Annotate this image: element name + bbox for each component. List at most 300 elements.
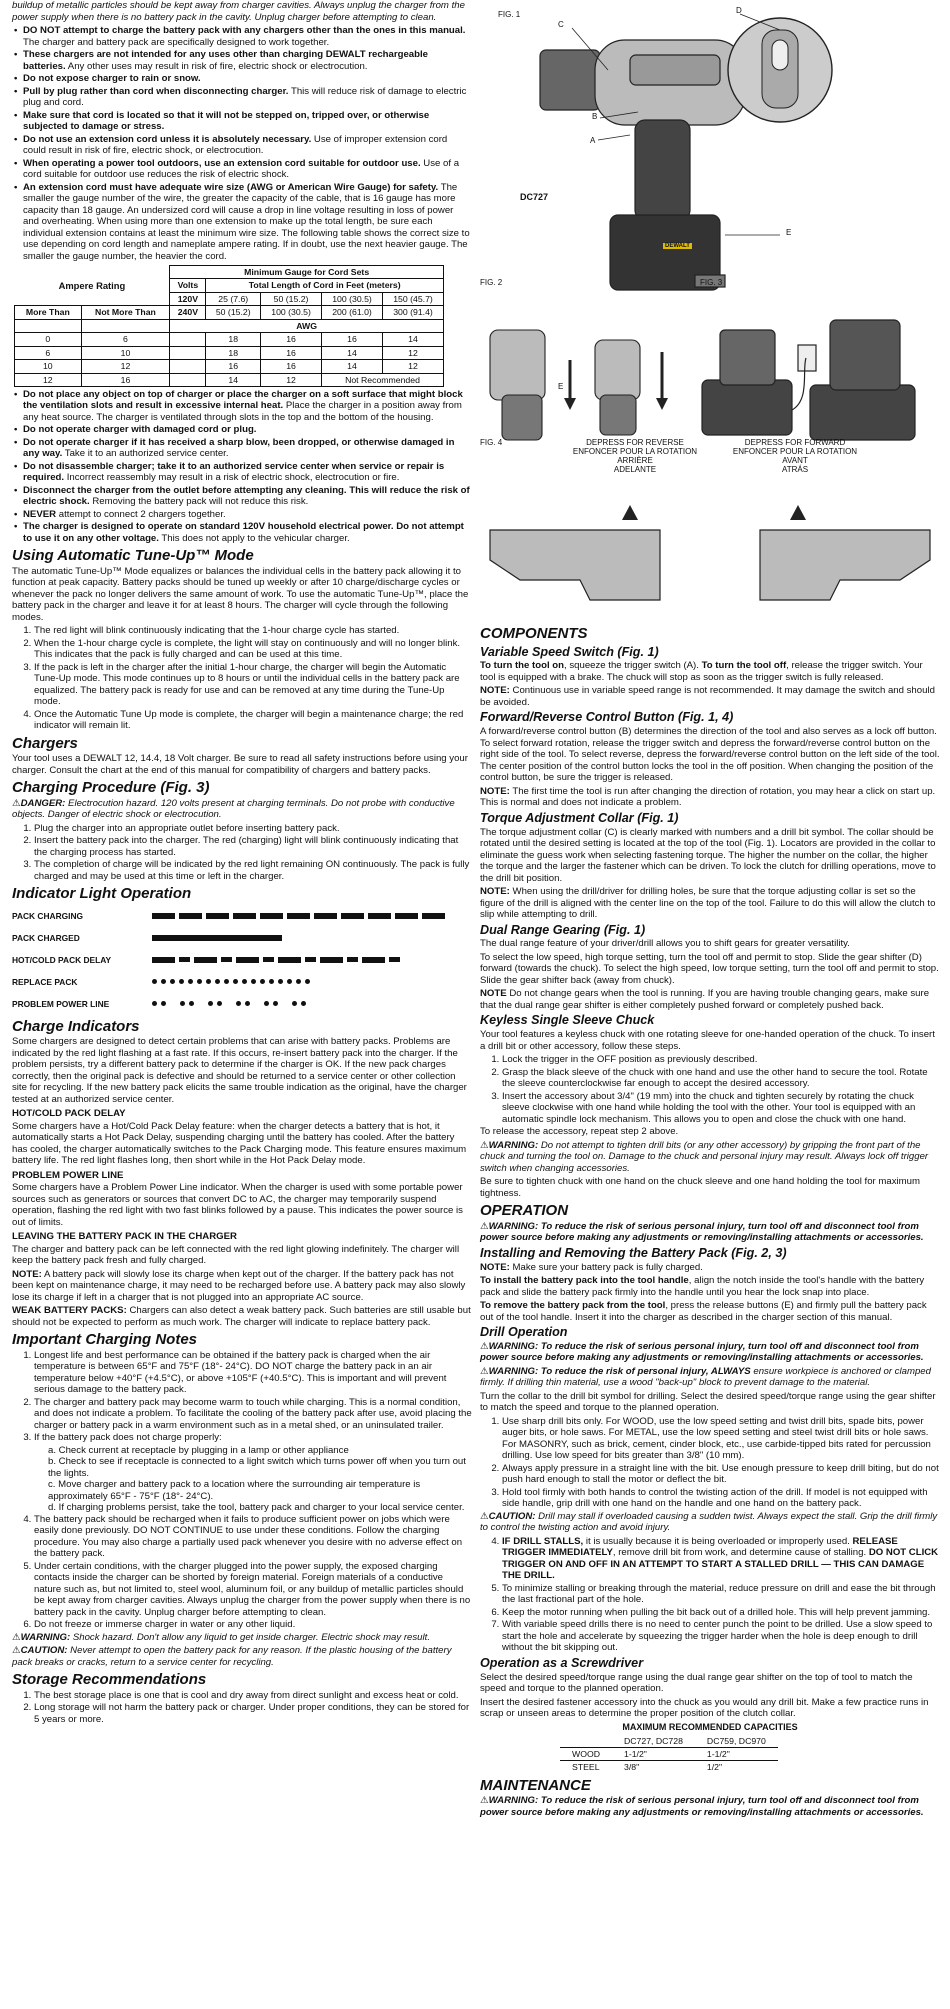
operation-heading: OPERATION: [480, 1202, 569, 1220]
light-mark: [264, 1001, 269, 1006]
len-cell: 150 (45.7): [383, 292, 444, 305]
forward-caption: DEPRESS FOR FORWARD ENFONCER POUR LA ROTATION AVANT ATRÁS: [732, 438, 858, 474]
light-mark: [368, 913, 391, 919]
table-cell: 3/8": [624, 1762, 640, 1773]
table-cell: 1-1/2": [695, 1747, 778, 1760]
light-mark: [395, 913, 418, 919]
table-cell: WOOD: [560, 1747, 612, 1760]
fr-text: A forward/reverse control button (B) determines the direction of the tool and also serves as a lock off button. To select forward rotation, release the trigger switch and depress the forward/reverse control button on the right side of the tool. To select reverse, depress the forward/reverse control button on the left side of the tool. The center position of the control button locks the tool in the off position. When changing the position of the control button, be sure the trigger is released.: [480, 726, 940, 784]
problem-heading: PROBLEM POWER LINE: [12, 1169, 124, 1181]
blank-cell: [560, 1735, 612, 1748]
list-item: 3. The completion of charge will be indicated by the red light remaining ON continuously. The pack is fully charged and may be used at this time or left in the charger.: [34, 859, 472, 882]
chuck-repeat: To release the accessory, repeat step 2 above.: [480, 1126, 679, 1138]
blank-cell: [170, 360, 206, 373]
warning-icon: ⚠: [480, 1365, 489, 1377]
bullet-item: [23, 437, 472, 460]
light-mark: [194, 957, 217, 963]
chuck-warning: ⚠WARNING: Do not attempt to tighten drill bits (or any other accessory) by gripping the front part of the chuck and turning the tool on. Damage to the chuck and personal injury may result. Always lock off trigger switch when changing accessories.: [480, 1139, 929, 1174]
len-cell: 50 (15.2): [206, 306, 261, 319]
table-row: [15, 373, 444, 386]
light-mark: [180, 1001, 185, 1006]
shock-warning: ⚠WARNING: Shock hazard. Don't allow any liquid to get inside charger. Electric shock may result.: [12, 1631, 430, 1643]
indicator-row: [12, 949, 472, 971]
fig1-label: FIG. 1: [498, 10, 521, 19]
table-cell: 16: [81, 373, 170, 386]
vss-note: NOTE: Continuous use in variable speed range is not recommended. It may damage the switch and should be avoided.: [480, 685, 935, 708]
blank-cell: [15, 319, 82, 332]
warning-icon: ⚠: [480, 1340, 489, 1352]
chuck-text: Your tool features a keyless chuck with one rotating sleeve for one-handed operation of the chuck. To insert a drill bit or other accessory, follow these steps.: [480, 1029, 935, 1052]
light-mark: [301, 1001, 306, 1006]
light-mark: [389, 957, 400, 962]
hotcold-text: Some chargers have a Hot/Cold Pack Delay feature: when the charger detects a battery that is hot, it automatically starts a Hot Pack Delay, suspending charging until the battery has cooled. After the battery has cooled, the charger automatically switches to the Pack Charging mode. This feature ensures maximum battery life. The red light flashes long, then short while in the Hot Pack Delay mode.: [12, 1120, 467, 1167]
light-mark: [251, 979, 256, 984]
charging-notes: [12, 1350, 472, 1444]
light-mark: [197, 979, 202, 984]
cord-rows: [15, 333, 444, 387]
indicator-row: [12, 905, 472, 927]
table-row: [15, 360, 444, 373]
light-mark: [347, 957, 358, 962]
list-item: 3. If the pack is left in the charger after the initial 1-hour charge, the charger will begin the Automatic Tune-Up mode. This mode continues up to 8 hours or until the individual cells in the battery pack are equalized. The battery pack is ready for use and can be removed at any time during the Tune-Up mode.: [34, 662, 472, 708]
bullet-text: Take it to an authorized service center.: [62, 448, 229, 460]
screw-text2: Insert the desired fastener accessory into the chuck as you would any drill bit. Make a few practice runs in scrap or unseen areas to determine the proper position of the clutch collar.: [480, 1696, 929, 1720]
drill-illustration: [480, 0, 940, 620]
light-mark: [233, 979, 238, 984]
light-mark: [292, 1001, 297, 1006]
light-mark: [179, 979, 184, 984]
charging-procedure-heading: Charging Procedure (Fig. 3): [12, 779, 210, 797]
list-item: 3. Insert the accessory about 3/4" (19 mm) into the chuck and tighten securely by rotating the chuck sleeve clockwise with one hand while holding the tool with the other. Your tool is equipped with an automatic spindle lock mechanism. This allows you to open and close the chuck with one hand.: [502, 1091, 940, 1126]
list-item: 2. Always apply pressure in a straight line with the bit. Use enough pressure to keep drill biting, but do not push hard enough to stall the motor or deflect the bit.: [502, 1463, 940, 1486]
left-column: [12, 0, 472, 1726]
model-label: DC727: [520, 192, 549, 202]
bullet-bold: Do not operate charger with damaged cord or plug.: [23, 424, 257, 436]
bullet-bold: Do not operate charger if it has received a sharp blow, been dropped, or otherwise damaged in any way.: [23, 436, 455, 460]
table-cell: 12: [15, 373, 82, 386]
bullet-bold: Do not expose charger to rain or snow.: [23, 73, 201, 84]
indicator-label: PACK CHARGING: [12, 910, 84, 921]
bullet-text: This will reduce risk of damage to electric plug and cord.: [23, 85, 467, 108]
light-mark: [362, 957, 385, 963]
indicator-label: HOT/COLD PACK DELAY: [12, 954, 112, 965]
storage-heading: Storage Recommendations: [12, 1671, 207, 1689]
table-row: [560, 1761, 778, 1774]
list-item: 3. If the battery pack does not charge properly:: [34, 1432, 472, 1444]
bullet-item: [23, 424, 472, 436]
indicator-row: [12, 993, 472, 1015]
drill-step-4: [480, 1536, 940, 1582]
bullet-text: The charger and battery pack are specifically designed to work together.: [23, 36, 330, 48]
not-more-than-header: Not More Than: [81, 306, 170, 319]
capacities-table: [560, 1735, 778, 1774]
list-item: 5. Under certain conditions, with the charger plugged into the power supply, the exposed charging contacts inside the charger can be shorted by foreign material. Foreign materials of a conductive nature such as, but not limited to, steel wool, aluminum foil, or any buildup of metallic particles should be kept away from charger cavities. Always unplug the charger from the power supply when there is no battery pack in the cavity. Unplug charger before attempting to clean.: [34, 1561, 472, 1619]
chuck-heading: Keyless Single Sleeve Chuck: [480, 1013, 655, 1028]
list-item: 2. When the 1-hour charge cycle is complete, the light will stay on continuously and will no longer blink. This indicates that the pack is fully charged and can be used at this time.: [34, 638, 472, 661]
table-cell: 16: [206, 360, 261, 373]
problem-text: Some chargers have a Problem Power Line indicator. When the charger is used with some portable power sources such as generators or sources that convert DC to AC, the charger may temporarily suspend operation, flashing the red light with two fast blinks followed by a pause. This indicates the power source is out of limits.: [12, 1182, 463, 1228]
charge-indicators-text: Some chargers are designed to detect certain problems that can arise with battery packs. Problems are indicated by the red light flashing at a fast rate. If this occurs, re-insert battery pack into the charger. If the problem persists, try a different battery pack to determine if the charger is OK. If the new pack charges correctly, then the original pack is defective and should be returned to a service center or other collection site for recycling. If the new battery pack elicits the same trouble indication as the original, have the charger tested at an authorized service center.: [12, 1036, 467, 1105]
bullet-item: [23, 73, 472, 85]
bullet-bold: Do not use an extension cord unless it is absolutely necessary.: [23, 133, 312, 145]
table-cell: 14: [206, 373, 261, 386]
label-e2: E: [558, 382, 564, 391]
intro-paragraph: buildup of metallic particles should be kept away from charger cavities. Always unplug the charger from the power supply when there is no battery pack in the cavity. Unplug charger before attempting to clean.: [12, 0, 465, 23]
light-mark: [206, 979, 211, 984]
light-mark: [152, 913, 175, 919]
light-mark: [161, 1001, 166, 1006]
blank-cell: [170, 333, 206, 346]
table-cell: Not Recommended: [322, 373, 444, 386]
charge-indicators-heading: Charge Indicators: [12, 1017, 140, 1035]
vss-heading: Variable Speed Switch (Fig. 1): [480, 644, 659, 659]
sub-item: b. Check to see if receptacle is connected to a light switch which turns power off when you turn out the lights.: [48, 1456, 466, 1479]
table-cell: 12: [81, 360, 170, 373]
operation-warning: ⚠WARNING: To reduce the risk of serious personal injury, turn tool off and disconnect tool from power source before making any adjustments or removing/installing attachments or accessories.: [480, 1220, 924, 1244]
torque-note: NOTE: When using the drill/driver for drilling holes, be sure that the torque adjusting collar is set so the figure of the drill is aligned with the center line on the top of the tool. Failure to do this will allow the clutch to slip while attempting to drill.: [480, 886, 936, 921]
table-cell: 1/2": [706, 1762, 723, 1773]
bullet-text: attempt to connect 2 chargers together.: [56, 508, 226, 520]
indicator-pattern: [152, 979, 310, 984]
indicator-pattern: [152, 935, 282, 941]
light-mark: [314, 913, 337, 919]
light-mark: [179, 913, 202, 919]
bullet-item: [23, 110, 472, 133]
fig3-label: FIG. 3: [700, 278, 723, 287]
table-cell: 16: [261, 346, 322, 359]
table-cell: 16: [322, 333, 383, 346]
table-cell: 16: [261, 360, 322, 373]
bullet-item: [23, 134, 472, 157]
bullet-item: [23, 86, 472, 109]
light-mark: [161, 979, 166, 984]
len-cell: 200 (61.0): [322, 306, 383, 319]
light-mark: [287, 913, 310, 919]
caution-note: ⚠CAUTION: Never attempt to open the battery pack for any reason. If the plastic housing of the battery pack breaks or cracks, return to a service center for recycling.: [12, 1645, 452, 1668]
table-cell: 6: [81, 333, 170, 346]
bullet-item: [23, 461, 472, 484]
light-mark: [152, 1001, 157, 1006]
volts-header: Volts: [170, 279, 206, 292]
table-cell: 10: [15, 360, 82, 373]
list-item: 2. Long storage will not harm the battery pack or charger. Under proper conditions, they can be stored for 5 years or more.: [34, 1702, 472, 1725]
indicator-label: PROBLEM POWER LINE: [12, 998, 110, 1009]
chargers-heading: Chargers: [12, 734, 78, 752]
blank-cell: [170, 373, 206, 386]
install-heading: Installing and Removing the Battery Pack (Fig. 2, 3): [480, 1245, 787, 1260]
len-cell: 25 (7.6): [206, 292, 261, 305]
sub-item: a. Check current at receptacle by plugging in a lamp or other appliance: [48, 1444, 349, 1456]
drill-text: Turn the collar to the drill bit symbol for drilling. Select the desired speed/torque range using the gear shifter to match the speed and torque to the planned operation.: [480, 1390, 936, 1414]
table-row: [15, 333, 444, 346]
indicator-row: [12, 927, 472, 949]
indicator-pattern: [152, 913, 445, 919]
light-mark: [273, 1001, 278, 1006]
fr-heading: Forward/Reverse Control Button (Fig. 1, 4): [480, 710, 734, 725]
cap-header: DC727, DC728: [612, 1735, 695, 1748]
table-cell: 0: [15, 333, 82, 346]
warning-icon: ⚠: [12, 1631, 21, 1643]
light-mark: [242, 979, 247, 984]
safety-bullets-2: [12, 389, 472, 545]
bullet-text: The smaller the gauge number of the wire, the greater the capacity of the cable, that is 16 gauge has more capacity than 18 gauge. An undersized cord will cause a drop in line voltage resulting in loss of power and overheating. When using more than one extension to make up the total length, be sure each individual extension contains at least the minimum wire size. The following table shows the correct size to use depending on cord length and nameplate ampere rating. If in doubt, use the next heavier gauge. The smaller the gauge number, the heavier the cord.: [23, 181, 470, 262]
len-cell: 300 (91.4): [383, 306, 444, 319]
bullet-bold: Make sure that cord is located so that it will not be stepped on, tripped over, or otherwise subjected to damage or stress.: [23, 109, 430, 132]
brand-label: DEWALT: [665, 243, 690, 249]
table-cell: 10: [81, 346, 170, 359]
light-mark: [287, 979, 292, 984]
label-e: E: [786, 228, 792, 237]
indicator-chart: [12, 905, 472, 1015]
indicator-pattern: [152, 1001, 306, 1006]
leaving-text: The charger and battery pack can be left connected with the red light glowing indefinitely. The charger will keep the battery pack fresh and fully charged.: [12, 1243, 460, 1267]
light-mark: [206, 913, 229, 919]
list-item: 4. IF DRILL STALLS, it is usually because it is being overloaded or improperly used. RELEASE TRIGGER IMMEDIATELY, remove drill bit from work, and determine cause of stalling. DO NOT CLICK TRIGGER ON AND OFF IN AN ATTEMPT TO START A STALLED DRILL — THIS CAN DAMAGE THE DRILL.: [502, 1536, 940, 1582]
light-mark: [170, 979, 175, 984]
light-mark: [269, 979, 274, 984]
charging-subnotes: [12, 1445, 472, 1514]
dual-note: NOTE Do not change gears when the tool is running. If you are having trouble changing gears, make sure that the dual range gear shifter is either completely pushed forward or completely pushed back.: [480, 988, 930, 1011]
list-item: 6. Keep the motor running when pulling the bit back out of a drilled hole. This will help prevent jamming.: [502, 1607, 940, 1619]
hotcold-heading: HOT/COLD PACK DELAY: [12, 1108, 126, 1120]
table-cell: 14: [322, 360, 383, 373]
light-mark: [233, 913, 256, 919]
light-mark: [260, 979, 265, 984]
warning-icon: ⚠: [480, 1795, 489, 1807]
len-cell: 100 (30.5): [322, 292, 383, 305]
bullet-bold: An extension cord must have adequate wire size (AWG or American Wire Gauge) for safety.: [23, 181, 439, 193]
list-item: 1. Longest life and best performance can be obtained if the battery pack is charged when the air temperature is between 65°F and 75°F (18°- 24°C). DO NOT charge the battery pack in an air temperature below +40°F (+4.5°C), or above +105°F (+40.5°C). This is important and will prevent serious damage to the battery pack.: [34, 1350, 472, 1396]
bullet-item: [23, 49, 472, 72]
list-item: 7. With variable speed drills there is no need to center punch the point to be drilled. Use a slow speed to start the hole and accelerate by squeezing the trigger harder when the hole is deep enough to drill without the bit skipping out.: [502, 1619, 940, 1654]
bullet-item: [23, 25, 472, 48]
bullet-bold: These chargers are not intended for any uses other than charging DEWALT rechargeable batteries.: [23, 49, 428, 72]
v120-label: 120V: [170, 292, 206, 305]
maintenance-heading: MAINTENANCE: [480, 1776, 591, 1794]
screw-text1: Select the desired speed/torque range using the dual range gear shifter on the top of tool to match the speed and torque to the planned operation.: [480, 1671, 913, 1695]
tuneup-steps: [12, 625, 472, 732]
install-text: To install the battery pack into the tool handle, align the notch inside the tool's handle with the battery pack and slide the battery pack firmly into the handle until you hear the lock snap into place.: [480, 1275, 925, 1298]
charging-notes-2: [12, 1514, 472, 1631]
bullet-item: [23, 158, 472, 181]
sub-item: d. If charging problems persist, take the tool, battery pack and charger to your local service center.: [48, 1502, 465, 1514]
bullet-bold: DO NOT attempt to charge the battery pack with any chargers other than the ones in this manual.: [23, 25, 466, 36]
light-mark: [341, 913, 364, 919]
light-mark: [208, 1001, 213, 1006]
warning-icon: ⚠: [480, 1139, 489, 1151]
light-mark: [245, 1001, 250, 1006]
dual-text1: The dual range feature of your driver/drill allows you to shift gears for greater versatility.: [480, 938, 850, 950]
screwdriver-heading: Operation as a Screwdriver: [480, 1655, 644, 1670]
light-mark: [422, 913, 445, 919]
indicator-row: [12, 971, 472, 993]
figure-area: [480, 0, 940, 620]
len-cell: 100 (30.5): [261, 306, 322, 319]
bullet-bold: Pull by plug rather than cord when disconnecting charger.: [23, 85, 289, 97]
light-mark: [263, 957, 274, 962]
maintenance-warning: ⚠WARNING: To reduce the risk of serious personal injury, turn tool off and disconnect tool from power source before making any adjustments or removing/installing attachments or accessories.: [480, 1795, 924, 1818]
storage-list: [12, 1690, 472, 1726]
vss-text: To turn the tool on, squeeze the trigger switch (A). To turn the tool off, release the trigger switch. Your tool is equipped with a brake. The chuck will stop as soon as the trigger switch is fully released.: [480, 660, 923, 683]
bullet-bold: Do not place any object on top of charger or place the charger on a soft surface that might block the ventilation slots and result in excessive internal heat.: [23, 388, 463, 412]
table-cell: STEEL: [572, 1762, 600, 1773]
list-item: 3. Hold tool firmly with both hands to control the twisting action of the drill. If model is not equipped with side handle, grip drill with one hand on the handle and one hand on the battery pack.: [502, 1487, 940, 1510]
list-item: 4. Once the Automatic Tune Up mode is complete, the charger will begin a maintenance charge; the red indicator will remain lit.: [34, 709, 472, 732]
bullet-item: [23, 509, 472, 521]
v240-label: 240V: [170, 306, 206, 319]
more-than-header: More Than: [15, 306, 82, 319]
bullet-item: [23, 389, 472, 424]
bullet-text: Removing the battery pack will not reduce this risk.: [89, 496, 309, 508]
chuck-steps: [480, 1054, 940, 1125]
bullet-bold: NEVER: [23, 508, 57, 520]
table-cell: 18: [206, 346, 261, 359]
tuneup-text: The automatic Tune-Up™ Mode equalizes or balances the individual cells in the battery pack allowing it to function at peak capacity. Battery packs should be tuned up weekly or after 10 charge/discharge cycles or whenever the pack no longer delivers the same amount of work. To use the automatic Tune-Up™, place the battery pack in the charger and leave it for at least 8 hours. The charger will cycle through the following modes.: [12, 565, 469, 623]
light-mark: [320, 957, 343, 963]
sub-item: c. Move charger and battery pack to a location where the surrounding air temperature is approximately 65°F - 75°F (18°- 24°C).: [48, 1479, 421, 1502]
list-item: 2. Insert the battery pack into the charger. The red (charging) light will blink continuously indicating that the charging process has started.: [34, 835, 472, 858]
warning-icon: ⚠: [480, 1510, 489, 1522]
leaving-note: NOTE: A battery pack will slowly lose its charge when kept out of the charger. If the battery pack has not been kept on maintenance charge, it may need to be recharged before use. A battery pack may also slowly lose its charge if left in a charger that is not plugged into an appropriate AC source.: [12, 1268, 466, 1303]
reverse-caption: DEPRESS FOR REVERSE ENFONCER POUR LA ROTATION ARRIÈRE ADELANTE: [572, 438, 698, 474]
table-row: [15, 346, 444, 359]
cord-gauge-table: [14, 265, 444, 387]
right-column: [480, 622, 940, 1820]
bullet-bold: Do not disassemble charger; take it to an authorized service center when service or repair is required.: [23, 460, 445, 484]
drill-warning-2: ⚠WARNING: To reduce the risk of personal injury, ALWAYS ensure workpiece is anchored or clamped firmly. If drilling thin material, use a wood "back-up" block to prevent damage to the material.: [480, 1365, 931, 1389]
warning-icon: ⚠: [480, 1220, 489, 1232]
len-cell: 50 (15.2): [261, 292, 322, 305]
chargers-text: Your tool uses a DEWALT 12, 14.4, 18 Volt charger. Be sure to read all safety instructions before using your charger. Consult the chart at the end of this manual for compatibility of chargers and battery packs.: [12, 753, 468, 776]
list-item: 2. The charger and battery pack may become warm to touch while charging. This is a normal condition, and does not indicate a problem. To facilitate the cooling of the battery pack after use, avoid placing the charger or battery pack in a warm environment such as in a metal shed, or an uninsulated trailer.: [34, 1397, 472, 1432]
danger-note: ⚠DANGER: Electrocution hazard. 120 volts present at charging terminals. Do not probe with conductive objects. Danger of electric shock or electrocution.: [12, 797, 455, 821]
light-mark: [224, 979, 229, 984]
label-a: A: [590, 136, 596, 145]
fig2-label: FIG. 2: [480, 278, 503, 287]
drill-warning-1: ⚠WARNING: To reduce the risk of serious personal injury, turn tool off and disconnect tool from power source before making any adjustments or removing/installing attachments or accessories.: [480, 1340, 924, 1364]
table-row: [560, 1747, 778, 1760]
light-mark: [179, 957, 190, 962]
remove-text: To remove the battery pack from the tool, press the release buttons (E) and firmly pull the battery pack out of the tool handle. Insert it into the charger as described in the charger section of this manual.: [480, 1300, 927, 1323]
list-item: 6. Do not freeze or immerse charger in water or any other liquid.: [34, 1619, 472, 1631]
warning-icon: ⚠: [12, 1645, 21, 1657]
drill-steps: [480, 1416, 940, 1510]
table-cell: 14: [322, 346, 383, 359]
torque-heading: Torque Adjustment Collar (Fig. 1): [480, 810, 679, 825]
table-cell: 12: [383, 360, 444, 373]
bullet-item: [23, 182, 472, 263]
blank-cell: [170, 346, 206, 359]
fig4-label: FIG. 4: [480, 438, 503, 447]
table-cell: 12: [261, 373, 322, 386]
list-item: 1. Lock the trigger in the OFF position as previously described.: [502, 1054, 940, 1066]
fr-note: NOTE: The first time the tool is run after changing the direction of rotation, you may hear a click on start up. This is normal and does not indicate a problem.: [480, 785, 936, 809]
table-cell: 1-1/2": [612, 1747, 695, 1760]
indicator-pattern: [152, 957, 400, 963]
light-mark: [278, 979, 283, 984]
list-item: 2. Grasp the black sleeve of the chuck with one hand and use the other hand to secure the tool. Rotate the sleeve counterclockwise far enough to accept the desired accessory.: [502, 1067, 940, 1090]
light-mark: [215, 979, 220, 984]
light-mark: [278, 957, 301, 963]
install-note: NOTE: Make sure your battery pack is fully charged.: [480, 1261, 703, 1273]
bullet-text: Incorrect reassembly may result in a risk of electric shock, electrocution or fire.: [64, 472, 400, 484]
light-mark: [152, 957, 175, 963]
safety-bullets-1: [12, 25, 472, 262]
cap-header: DC759, DC970: [695, 1735, 778, 1748]
bullet-text: Place the charger in a position away from any heat source. The charger is ventilated through slots in the top and the bottom of the housing.: [23, 400, 462, 423]
bullet-text: This does not apply to the vehicular charger.: [158, 532, 350, 544]
indicator-label: REPLACE PACK: [12, 976, 78, 987]
indicator-label: PACK CHARGED: [12, 932, 80, 943]
light-mark: [217, 1001, 222, 1006]
drill-icon: [540, 40, 745, 290]
ampere-rating-header: Ampere Rating: [58, 279, 126, 291]
light-mark: [221, 957, 232, 962]
light-mark: [296, 979, 301, 984]
light-mark: [305, 979, 310, 984]
light-mark: [236, 1001, 241, 1006]
bullet-text: Use of a cord suitable for outdoor use reduces the risk of electric shock.: [23, 157, 460, 180]
light-mark: [188, 979, 193, 984]
leaving-heading: LEAVING THE BATTERY PACK IN THE CHARGER: [12, 1231, 237, 1243]
bullet-bold: Disconnect the charger from the outlet before attempting any cleaning. This will reduce the risk of electric shock.: [23, 484, 470, 508]
list-item: 1. Use sharp drill bits only. For WOOD, use the low speed setting and twist drill bits, spade bits, power auger bits, or hole saws. For METAL, use the low speed setting and steel twist drill bits or hole saws. For MASONRY, such as brick, cement, cinder block, etc., use carbide-tipped bits rated for percussion drilling. Use low speed for bits greater than 3/8" (10 mm).: [502, 1416, 940, 1462]
label-c: C: [558, 20, 564, 29]
capacities-title: MAXIMUM RECOMMENDED CAPACITIES: [622, 1721, 798, 1732]
bullet-text: Any other uses may result in risk of fire, electric shock or electrocution.: [65, 60, 368, 72]
table-title: Minimum Gauge for Cord Sets: [170, 266, 444, 279]
charging-notes-heading: Important Charging Notes: [12, 1331, 198, 1349]
table-cell: 12: [383, 346, 444, 359]
list-item: 1. Plug the charger into an appropriate outlet before inserting battery pack.: [34, 823, 472, 835]
label-d: D: [736, 6, 742, 15]
list-item: 4. The battery pack should be recharged when it fails to produce sufficient power on jobs which were easily done previously. DO NOT CONTINUE to use under these conditions. Follow the charging procedure. You may also charge a partially used pack whenever you desire with no adverse effect on the battery pack.: [34, 1514, 472, 1560]
bullet-item: [23, 485, 472, 508]
awg-header: AWG: [170, 319, 444, 332]
blank-cell: [81, 319, 170, 332]
charging-steps: [12, 823, 472, 883]
drill-heading: Drill Operation: [480, 1325, 568, 1340]
list-item: 1. The best storage place is one that is cool and dry away from direct sunlight and excess heat or cold.: [34, 1690, 472, 1702]
table-cell: 16: [261, 333, 322, 346]
bullet-bold: The charger is designed to operate on standard 120V household electrical power. Do not attempt to use it on any other voltage.: [23, 521, 464, 544]
list-item: 1. The red light will blink continuously indicating that the 1-hour charge cycle has started.: [34, 625, 472, 637]
indicator-heading: Indicator Light Operation: [12, 885, 192, 903]
light-mark: [152, 979, 157, 984]
chuck-tight: Be sure to tighten chuck with one hand on the chuck sleeve and one hand holding the tool for maximum tightness.: [480, 1176, 920, 1199]
table-cell: 14: [383, 333, 444, 346]
table-cell: 18: [206, 333, 261, 346]
light-mark: [305, 957, 316, 962]
light-mark: [189, 1001, 194, 1006]
tuneup-heading: Using Automatic Tune-Up™ Mode: [12, 547, 254, 565]
bullet-bold: When operating a power tool outdoors, use an extension cord suitable for outdoor use.: [23, 157, 421, 169]
bullet-text: Use of improper extension cord could result in risk of fire, electric shock, or electrocution.: [23, 133, 448, 156]
label-b: B: [592, 112, 598, 121]
drill-steps-2: [480, 1583, 940, 1654]
dual-text2: To select the low speed, high torque setting, turn the tool off and permit to stop. Slide the gear shifter (D) forward (towards the chuck). To select the high speed, low torque setting, turn the tool off and permit to stop. Slide the gear shifter back (away from chuck).: [480, 951, 939, 986]
warning-icon: ⚠: [12, 797, 21, 809]
torque-text: The torque adjustment collar (C) is clearly marked with numbers and a drill bit symbol. The collar should be rotated until the desired setting is located at the top of the tool (Fig. 1). Locators are provided in the collar to eliminate the guess work when selecting fastening torque. The higher the number on the collar, the higher the torque and the larger the fastener which can be driven. To lock the clutch for drilling operations, move to the drill bit position.: [480, 826, 936, 884]
drill-caution: ⚠CAUTION: Drill may stall if overloaded causing a sudden twist. Always expect the stall. Grip the drill firmly to control the twisting action and avoid injury.: [480, 1510, 938, 1534]
bullet-item: [23, 521, 472, 544]
light-mark: [236, 957, 259, 963]
weak-packs: WEAK BATTERY PACKS: Chargers can also detect a weak battery pack. Such batteries are still usable but should not be expected to perform as much work. The charger will indicate to replace battery pack.: [12, 1305, 471, 1328]
light-mark: [152, 935, 282, 941]
light-mark: [260, 913, 283, 919]
dual-heading: Dual Range Gearing (Fig. 1): [480, 922, 646, 937]
list-item: 5. To minimize stalling or breaking through the material, reduce pressure on drill and ease the bit through the last fractional part of the hole.: [502, 1583, 940, 1606]
